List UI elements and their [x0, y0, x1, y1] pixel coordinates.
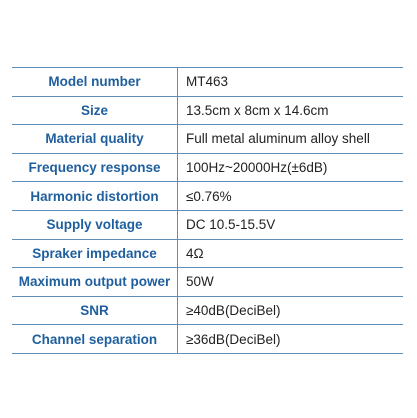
spec-label: Size [12, 97, 178, 125]
spec-value: 50W [186, 274, 214, 290]
spec-row-maximum-output-power [12, 268, 403, 297]
spec-label: Model number [12, 68, 178, 96]
spec-row-frequency-response [12, 154, 403, 183]
spec-label: Material quality [12, 125, 178, 153]
spec-value: MT463 [186, 74, 229, 90]
spec-value: ≥36dB(DeciBel) [186, 331, 281, 347]
spec-value: 4Ω [186, 245, 204, 261]
spec-label: Frequency response [12, 154, 178, 182]
spec-row-size [12, 97, 403, 126]
spec-value: ≥40dB(DeciBel) [186, 303, 281, 319]
spec-row-snr [12, 297, 403, 326]
spec-row-model-number [12, 68, 403, 97]
spec-label: Supply voltage [12, 211, 178, 239]
spec-value: DC 10.5-15.5V [186, 217, 276, 233]
spec-label: Channel separation [12, 325, 178, 353]
spec-row-supply-voltage [12, 211, 403, 240]
spec-row-harmonic-distortion [12, 182, 403, 211]
spec-row-material-quality [12, 125, 403, 154]
spec-label: Spraker impedance [12, 240, 178, 268]
spec-label: Maximum output power [12, 268, 178, 296]
spec-row-channel-separation [12, 325, 403, 354]
spec-table [12, 67, 403, 354]
spec-value: Full metal aluminum alloy shell [186, 131, 370, 147]
spec-row-speaker-impedance [12, 240, 403, 269]
spec-value: ≤0.76% [186, 188, 232, 204]
spec-value: 13.5cm x 8cm x 14.6cm [186, 102, 329, 118]
spec-label: SNR [12, 297, 178, 325]
spec-label: Harmonic distortion [12, 182, 178, 210]
spec-value: 100Hz~20000Hz(±6dB) [186, 160, 328, 176]
